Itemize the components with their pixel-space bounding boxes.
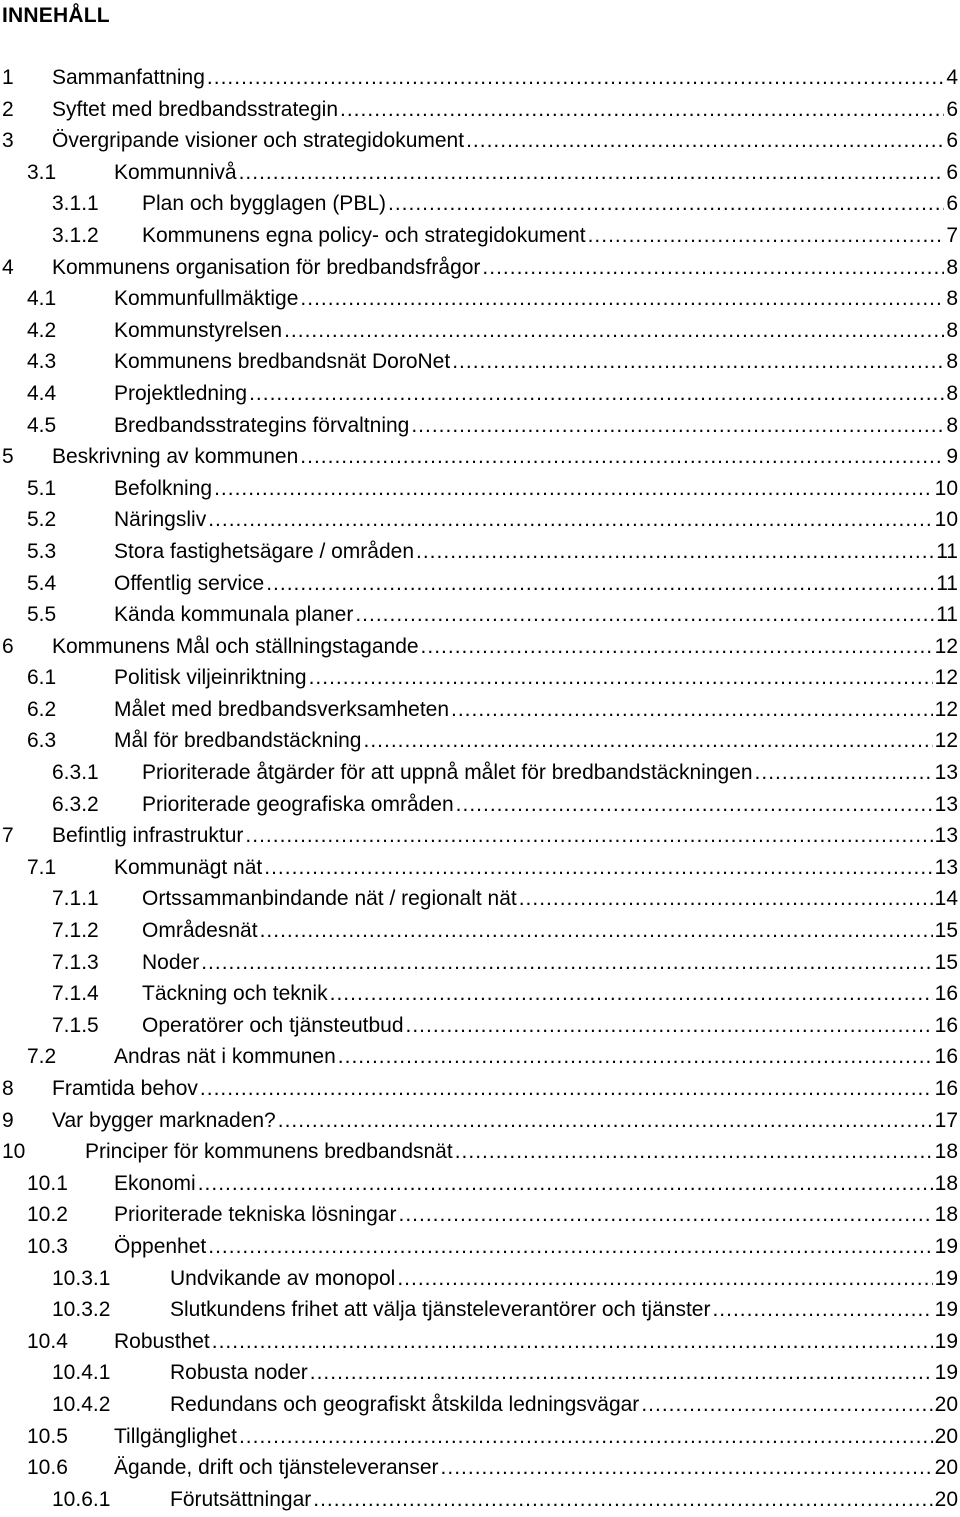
toc-entry-number: 10.5 (27, 1424, 68, 1448)
toc-entry-number: 4 (2, 255, 14, 279)
toc-entry[interactable] (0, 725, 960, 757)
toc-entry[interactable] (0, 410, 960, 442)
toc-dot-leader (310, 1357, 933, 1389)
toc-dot-leader (245, 820, 932, 852)
toc-dot-leader (249, 378, 944, 410)
toc-entry-number: 10.3 (27, 1234, 68, 1258)
toc-entry-number: 2 (2, 97, 14, 121)
toc-entry-number: 3 (2, 129, 14, 153)
toc-entry-title[interactable]: Kommunägt nät (114, 855, 263, 879)
toc-entry-title[interactable]: Bredbandsstrategins förvaltning (114, 413, 410, 437)
toc-dot-leader (239, 1421, 933, 1453)
toc-entry[interactable] (0, 252, 960, 284)
toc-entry-title[interactable]: Offentlig service (114, 571, 265, 595)
toc-entry-number: 10.1 (27, 1171, 68, 1195)
toc-entry-number: 5.1 (27, 476, 57, 500)
toc-entry-number: 5.2 (27, 508, 57, 532)
toc-entry-number: 5.5 (27, 603, 57, 627)
toc-dot-leader (338, 1041, 933, 1073)
toc-dot-leader (641, 1389, 932, 1421)
toc-entry[interactable] (0, 157, 960, 189)
toc-dot-leader (208, 504, 932, 536)
toc-entry-title[interactable]: Undvikande av monopol (170, 1266, 396, 1290)
toc-entry-number: 6 (2, 634, 14, 658)
toc-entry-page-number[interactable]: 10 (934, 508, 958, 532)
toc-entry[interactable] (0, 1357, 960, 1389)
toc-entry[interactable] (0, 1231, 960, 1263)
toc-entry-number: 3.1.2 (52, 223, 99, 247)
toc-entry-title[interactable]: Näringsliv (114, 508, 207, 532)
toc-entry-page-number[interactable]: 8 (946, 413, 958, 437)
toc-entry-number: 4.3 (27, 350, 57, 374)
toc-entry-page-number[interactable]: 13 (934, 761, 958, 785)
toc-entry[interactable] (0, 789, 960, 821)
toc-dot-leader (406, 1010, 933, 1042)
toc-entry-title[interactable]: Var bygger marknaden? (52, 1108, 276, 1132)
toc-dot-leader (212, 1326, 933, 1358)
toc-entry-number: 10.4.2 (52, 1392, 111, 1416)
toc-dot-leader (363, 725, 932, 757)
toc-dot-leader (239, 157, 945, 189)
toc-entry-page-number[interactable]: 4 (946, 66, 958, 89)
toc-entry[interactable] (0, 346, 960, 378)
toc-entry[interactable] (0, 283, 960, 315)
toc-entry-title[interactable]: Sammanfattning (52, 66, 205, 89)
toc-entry-number: 9 (2, 1108, 14, 1132)
toc-entry-page-number[interactable]: 16 (934, 1045, 958, 1069)
toc-dot-leader (340, 94, 944, 126)
toc-entry[interactable] (0, 915, 960, 947)
toc-entry-number: 1 (2, 66, 14, 89)
toc-entry-number: 10.2 (27, 1203, 68, 1227)
toc-entry-title[interactable]: Robusta noder (170, 1361, 308, 1385)
toc-entry[interactable] (0, 1199, 960, 1231)
toc-entry-number: 10 (2, 1140, 26, 1164)
toc-entry-page-number[interactable]: 10 (934, 476, 958, 500)
toc-entry-title[interactable]: Målet med bredbandsverksamheten (114, 697, 450, 721)
toc-dot-leader (588, 220, 945, 252)
toc-entry[interactable] (0, 62, 960, 94)
toc-entry-number: 3.1.1 (52, 192, 99, 216)
toc-entry-title[interactable]: Noder (142, 950, 200, 974)
toc-entry-page-number[interactable]: 8 (946, 350, 958, 374)
toc-dot-leader (309, 662, 933, 694)
toc-entry-page-number[interactable]: 18 (934, 1171, 958, 1195)
toc-entry-number: 6.1 (27, 666, 57, 690)
toc-entry-page-number[interactable]: 19 (934, 1361, 958, 1385)
toc-entry-page-number[interactable]: 15 (934, 919, 958, 943)
toc-dot-leader (416, 536, 934, 568)
toc-entry-title[interactable]: Stora fastighetsägare / områden (114, 539, 415, 563)
toc-entry-page-number[interactable]: 13 (934, 824, 958, 848)
toc-dot-leader (207, 62, 944, 94)
toc-dot-leader (519, 883, 933, 915)
toc-entry-page-number[interactable]: 8 (946, 318, 958, 342)
toc-entry-page-number[interactable]: 18 (934, 1203, 958, 1227)
toc-entry-page-number[interactable]: 20 (934, 1392, 958, 1416)
toc-entry-page-number[interactable]: 17 (934, 1108, 958, 1132)
toc-entry-title[interactable]: Kommunnivå (114, 160, 237, 184)
toc-entry-page-number[interactable]: 7 (946, 223, 958, 247)
toc-entry-number: 10.4.1 (52, 1361, 111, 1385)
toc-entry[interactable] (0, 94, 960, 126)
toc-entry-number: 10.3.2 (52, 1298, 111, 1322)
toc-entry-page-number[interactable]: 14 (934, 887, 958, 911)
toc-entry[interactable] (0, 820, 960, 852)
toc-entry-number: 10.6.1 (52, 1487, 111, 1511)
toc-entry-title[interactable]: Ägande, drift och tjänsteleveranser (114, 1456, 439, 1480)
toc-entry[interactable] (0, 473, 960, 505)
toc-dot-leader (208, 1231, 932, 1263)
toc-dot-leader (397, 1263, 932, 1295)
toc-entry-title[interactable]: Kommunens organisation för bredbandsfrågor (52, 255, 481, 279)
toc-entry-page-number[interactable]: 11 (936, 571, 958, 595)
toc-entry-number: 7 (2, 824, 14, 848)
toc-dot-leader (456, 789, 933, 821)
toc-entry[interactable] (0, 188, 960, 220)
toc-entry-page-number[interactable]: 11 (936, 603, 958, 627)
toc-entry-title[interactable]: Framtida behov (52, 1077, 198, 1100)
toc-entry-page-number[interactable]: 12 (934, 634, 958, 658)
toc-entry[interactable] (0, 1294, 960, 1326)
toc-entry-page-number[interactable]: 15 (934, 950, 958, 974)
toc-entry-number: 5.4 (27, 571, 57, 595)
toc-entry-number: 6.3.2 (52, 792, 99, 816)
toc-entry-page-number[interactable]: 8 (946, 381, 958, 405)
toc-entry-number: 5.3 (27, 539, 57, 563)
toc-entry-number: 7.1 (27, 855, 57, 879)
toc-entry-page-number[interactable]: 20 (934, 1424, 958, 1448)
toc-entry-number: 7.1.1 (52, 887, 99, 911)
toc-entry-number: 7.1.2 (52, 919, 99, 943)
toc-entry[interactable] (0, 1168, 960, 1200)
toc-entry-title[interactable]: Täckning och teknik (142, 982, 328, 1006)
toc-entry-page-number[interactable]: 13 (934, 792, 958, 816)
toc-entry[interactable] (0, 662, 960, 694)
toc-entry-page-number[interactable]: 20 (934, 1487, 958, 1511)
toc-entry-page-number[interactable]: 8 (946, 287, 958, 311)
toc-entry-page-number[interactable]: 6 (946, 160, 958, 184)
toc-entry-number: 6.3.1 (52, 761, 99, 785)
toc-entry-number: 5 (2, 445, 14, 469)
toc-entry-title[interactable]: Prioriterade geografiska områden (142, 792, 454, 816)
toc-dot-leader (398, 1199, 932, 1231)
toc-entry-page-number[interactable]: 19 (934, 1266, 958, 1290)
toc-entry-title[interactable]: Prioriterade tekniska lösningar (114, 1203, 397, 1227)
toc-entry-page-number[interactable]: 18 (934, 1140, 958, 1164)
toc-entry[interactable] (0, 1263, 960, 1295)
toc-entry-title[interactable]: Ortssammanbindande nät / regionalt nät (142, 887, 517, 911)
toc-entry-page-number[interactable]: 19 (934, 1234, 958, 1258)
toc-dot-leader (455, 1136, 933, 1168)
toc-entry-number: 4.1 (27, 287, 57, 311)
toc-entry-title[interactable]: Prioriterade åtgärder för att uppnå målet för bredbandstäckningen (142, 761, 753, 785)
toc-entry-title[interactable]: Politisk viljeinriktning (114, 666, 307, 690)
toc-entry-number: 7.1.4 (52, 982, 99, 1006)
toc-dot-leader (200, 1073, 933, 1105)
toc-entry-title[interactable]: Tillgänglighet (114, 1424, 237, 1448)
toc-entry-number: 4.4 (27, 381, 57, 405)
toc-dot-leader (278, 1105, 933, 1137)
table-of-contents (0, 62, 960, 1515)
toc-dot-leader (300, 441, 944, 473)
toc-entry-title[interactable]: Kommunens bredbandsnät DoroNet (114, 350, 451, 374)
toc-dot-leader (313, 1484, 932, 1516)
toc-entry-page-number[interactable]: 6 (946, 129, 958, 153)
toc-entry[interactable] (0, 694, 960, 726)
toc-entry-title[interactable]: Förutsättningar (170, 1487, 312, 1511)
toc-dot-leader (712, 1294, 932, 1326)
toc-entry-title[interactable]: Plan och bygglagen (PBL) (142, 192, 386, 216)
toc-entry[interactable] (0, 1010, 960, 1042)
page-title: INNEHÅLL (2, 4, 110, 27)
toc-entry-title[interactable]: Robusthet (114, 1329, 210, 1353)
toc-dot-leader (284, 315, 944, 347)
toc-entry[interactable] (0, 852, 960, 884)
toc-dot-leader (466, 125, 944, 157)
toc-entry[interactable] (0, 220, 960, 252)
toc-entry-page-number[interactable]: 20 (934, 1456, 958, 1480)
toc-entry[interactable] (0, 978, 960, 1010)
toc-entry-number: 10.6 (27, 1456, 68, 1480)
toc-entry-number: 6.3 (27, 729, 57, 753)
toc-entry-number: 7.2 (27, 1045, 57, 1069)
toc-entry-title[interactable]: Mål för bredbandstäckning (114, 729, 362, 753)
toc-entry-page-number[interactable]: 13 (934, 855, 958, 879)
toc-entry[interactable] (0, 1389, 960, 1421)
toc-entry[interactable] (0, 536, 960, 568)
toc-dot-leader (214, 473, 933, 505)
toc-entry[interactable] (0, 757, 960, 789)
toc-entry-page-number[interactable]: 12 (934, 666, 958, 690)
toc-entry-number: 10.3.1 (52, 1266, 111, 1290)
toc-entry[interactable] (0, 125, 960, 157)
toc-entry-title[interactable]: Operatörer och tjänsteutbud (142, 1013, 404, 1037)
toc-entry-title[interactable]: Öppenhet (114, 1234, 207, 1258)
toc-entry-page-number[interactable]: 11 (936, 539, 958, 563)
toc-entry[interactable] (0, 631, 960, 663)
toc-dot-leader (264, 852, 932, 884)
toc-entry-title[interactable]: Kända kommunala planer (114, 603, 354, 627)
toc-entry-number: 3.1 (27, 160, 57, 184)
toc-entry-page-number[interactable]: 16 (934, 982, 958, 1006)
toc-dot-leader (198, 1168, 933, 1200)
toc-entry-page-number[interactable]: 12 (934, 697, 958, 721)
toc-entry-title[interactable]: Principer för kommunens bredbandsnät (85, 1140, 453, 1164)
toc-dot-leader (451, 694, 933, 726)
toc-dot-leader (411, 410, 944, 442)
toc-entry[interactable] (0, 504, 960, 536)
toc-entry-page-number[interactable]: 19 (934, 1329, 958, 1353)
toc-entry-page-number[interactable]: 12 (934, 729, 958, 753)
toc-entry-page-number[interactable]: 6 (946, 97, 958, 121)
toc-entry-title[interactable]: Slutkundens frihet att välja tjänsteleverantörer och tjänster (170, 1298, 711, 1322)
toc-entry-title[interactable]: Övergripande visioner och strategidokument (52, 129, 465, 153)
toc-dot-leader (482, 252, 944, 284)
toc-entry[interactable] (0, 1041, 960, 1073)
toc-entry[interactable] (0, 1073, 960, 1105)
toc-entry-number: 7.1.5 (52, 1013, 99, 1037)
toc-entry-number: 4.2 (27, 318, 57, 342)
toc-entry-page-number[interactable]: 19 (934, 1298, 958, 1322)
toc-entry-title[interactable]: Kommunfullmäktige (114, 287, 299, 311)
toc-entry-title[interactable]: Befintlig infrastruktur (52, 824, 244, 848)
toc-dot-leader (355, 599, 934, 631)
toc-dot-leader (330, 978, 933, 1010)
toc-dot-leader (266, 568, 934, 600)
toc-entry-page-number[interactable]: 6 (946, 192, 958, 216)
toc-dot-leader (441, 1452, 933, 1484)
toc-entry[interactable] (0, 315, 960, 347)
toc-entry[interactable] (0, 1326, 960, 1358)
toc-entry[interactable] (0, 568, 960, 600)
toc-entry-title[interactable]: Kommunens egna policy- och strategidokument (142, 223, 586, 247)
toc-entry-title[interactable]: Syftet med bredbandsstrategin (52, 97, 339, 121)
toc-entry-title[interactable]: Kommunens Mål och ställningstagande (52, 634, 419, 658)
toc-entry-number: 7.1.3 (52, 950, 99, 974)
toc-dot-leader (452, 346, 944, 378)
toc-entry[interactable] (0, 1136, 960, 1168)
toc-entry-number: 8 (2, 1077, 14, 1100)
toc-entry[interactable] (0, 1105, 960, 1137)
toc-dot-leader (300, 283, 944, 315)
toc-dot-leader (421, 631, 933, 663)
toc-entry[interactable] (0, 1421, 960, 1453)
toc-entry[interactable] (0, 441, 960, 473)
toc-dot-leader (755, 757, 933, 789)
toc-entry-page-number[interactable]: 8 (946, 255, 958, 279)
toc-entry[interactable] (0, 1452, 960, 1484)
toc-entry-number: 10.4 (27, 1329, 68, 1353)
toc-entry[interactable] (0, 1484, 960, 1516)
toc-entry[interactable] (0, 599, 960, 631)
toc-entry-title[interactable]: Redundans och geografiskt åtskilda ledningsvägar (170, 1392, 640, 1416)
toc-entry-page-number[interactable]: 16 (934, 1013, 958, 1037)
toc-entry-page-number[interactable]: 9 (946, 445, 958, 469)
toc-entry-title[interactable]: Andras nät i kommunen (114, 1045, 336, 1069)
toc-entry-title[interactable]: Kommunstyrelsen (114, 318, 283, 342)
toc-entry-title[interactable]: Områdesnät (142, 919, 258, 943)
toc-entry-number: 4.5 (27, 413, 57, 437)
toc-entry-page-number[interactable]: 16 (934, 1077, 958, 1100)
toc-entry-title[interactable]: Ekonomi (114, 1171, 196, 1195)
toc-entry[interactable] (0, 378, 960, 410)
toc-dot-leader (388, 188, 944, 220)
toc-dot-leader (260, 915, 933, 947)
toc-entry[interactable] (0, 947, 960, 979)
toc-entry-title[interactable]: Projektledning (114, 381, 248, 405)
toc-entry[interactable] (0, 883, 960, 915)
toc-entry-number: 6.2 (27, 697, 57, 721)
toc-entry-title[interactable]: Beskrivning av kommunen (52, 445, 299, 469)
toc-dot-leader (201, 947, 932, 979)
toc-entry-title[interactable]: Befolkning (114, 476, 213, 500)
